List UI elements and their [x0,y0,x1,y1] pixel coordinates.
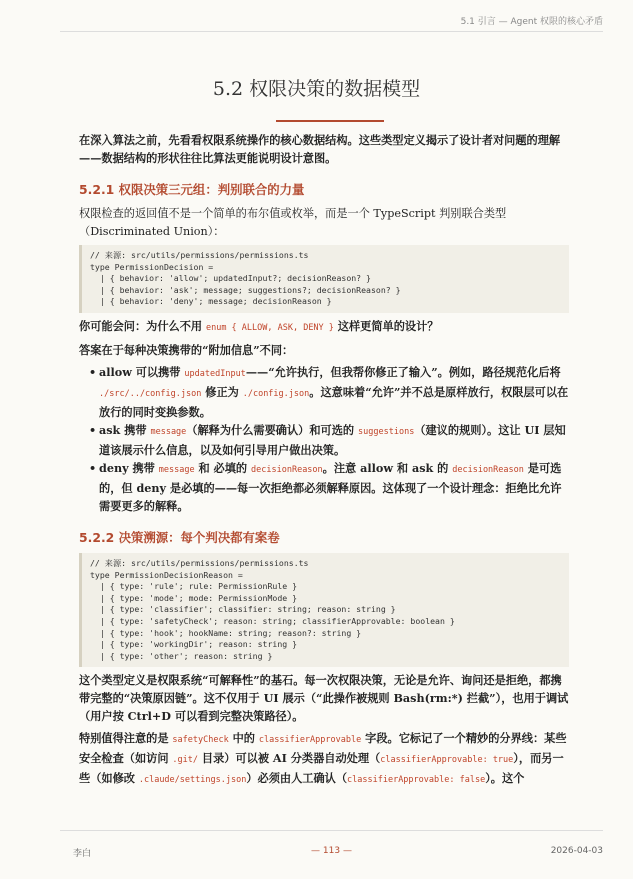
inline-code: ./config.json [242,388,310,399]
list-text: ask 携带 [99,422,151,437]
question-paragraph [79,317,569,337]
inline-code: classifierApprovable: true [380,755,514,766]
inline-code: safetyCheck [172,735,229,746]
inline-code: ./src/../config.json [99,388,202,399]
code-block-permission-decision: // 来源: src/utils/permissions/permissions.ts type PermissionDecision = | { behavior: 'allow'; updatedInput?; decisionReason? } | { behavior: 'ask'; message; suggestions?; decisionReason? } | { behavior: 'deny'; message; decisionReason } [79,245,569,313]
inline-code: message [158,464,195,475]
footer-date: 2026-04-03 [550,846,603,856]
list-item-ask [99,421,569,459]
main-content [79,131,569,793]
list-item-allow [99,363,569,421]
intro-paragraph: 在深入算法之前，先看看权限系统操作的核心数据结构。这些类型定义揭示了设计者对问题的理解——数据结构的形状往往比算法更能说明设计意图。 [79,133,561,165]
inline-code: decisionReason [251,464,323,475]
list-text: allow 可以携带 [99,364,185,379]
footer-author: 李白 [73,849,92,859]
section-heading-5-2-1: 5.2.1 权限决策三元组：判别联合的力量 [79,182,305,197]
list-text: ——“允许执行，但我帮你修正了输入”。例如，路径规范化后将 [245,364,561,379]
para-text: 中的 [228,731,259,746]
page-title: 5.2 权限决策的数据模型 [212,78,421,100]
question-text-post: 这样更简单的设计？ [333,318,439,333]
inline-code: .claude/settings.json [138,775,247,786]
page-number: — 113 — [311,846,352,856]
list-item-deny [99,459,569,515]
section2-paragraph-2 [79,729,569,789]
inline-code-enum: enum { ALLOW, ASK, DENY } [205,322,334,333]
list-text: 。这意味着“允许”并不总是原样放行，权限层可以在放行的同时变换参数。 [99,384,569,419]
code-block-decision-reason: // 来源: src/utils/permissions/permissions.ts type PermissionDecisionReason = | { type: 'rule'; rule: PermissionRule } | { type: 'mode'; mode: PermissionMode } | { type: 'classifier'; classifier: string; reason: string } | { type: 'safetyCheck'; reason: string; classifierApprovable: boolean } | { type: 'hook'; hookName: string; reason?: string } | { type: 'workingDir'; reason: string } | { type: 'other'; reason: string } [79,553,569,667]
footer-divider [60,830,603,831]
list-text: 和 必填的 [194,460,252,475]
inline-code: decisionReason [452,464,524,475]
list-text: 修正为 [201,384,243,399]
list-text: （解释为什么需要确认）和可选的 [186,422,359,437]
inline-code: classifierApprovable: false [347,775,486,786]
inline-code: .git/ [172,755,198,766]
section2-paragraph-1: 这个类型定义是权限系统“可解释性”的基石。每一次权限决策，无论是允许、询问还是拒绝，都携带完整的“决策原因链”。这不仅用于 UI 展示（“此操作被规则 Bash(rm:*) 拦截”），也用于调试（用户按 Ctrl+D 可以看到完整决策路径）。 [79,673,569,724]
para-text: 特别值得注意的是 [79,731,173,746]
para-text: ），而另一些（如修改 [79,751,564,786]
list-text: （建议的规则）。这让 UI 层知道该展示什么信息，以及如何引导用户做出决策。 [99,422,566,457]
section-heading-5-2-2: 5.2.2 决策溯源：每个判决都有案卷 [79,529,280,545]
inline-code: updatedInput [184,368,246,379]
running-head: 5.1 引言 — Agent 权限的核心矛盾 [460,17,603,27]
para-text: 字段。它标记了一个精妙的分界线：某些安全检查（如访问 [79,731,567,766]
para-text: ）必须由人工确认（ [246,771,348,786]
list-text: 是可选的，但 deny 是必填的——每一次拒绝都必须解释原因。这体现了一个设计理念：拒绝比允许需要更多的解释。 [99,460,562,513]
answer-paragraph: 答案在于每种决策携带的“附加信息”不同： [79,342,294,357]
para-text: 目录）可以被 AI 分类器自动处理（ [198,751,381,766]
behavior-list [79,363,569,515]
inline-code: message [150,426,187,437]
list-text: 。注意 allow 和 ask 的 [322,460,453,475]
section1-paragraph: 权限检查的返回值不是一个简单的布尔值或枚举，而是一个 TypeScript 判别联合类型（Discriminated Union）： [79,207,507,238]
inline-code: suggestions [358,426,415,437]
header-divider [60,31,603,32]
inline-code: classifierApprovable [258,735,362,746]
title-underline [276,120,384,122]
para-text: ）。这个 [485,771,525,786]
list-text: deny 携带 [99,460,159,475]
question-text-pre: 你可能会问：为什么不用 [79,318,206,333]
